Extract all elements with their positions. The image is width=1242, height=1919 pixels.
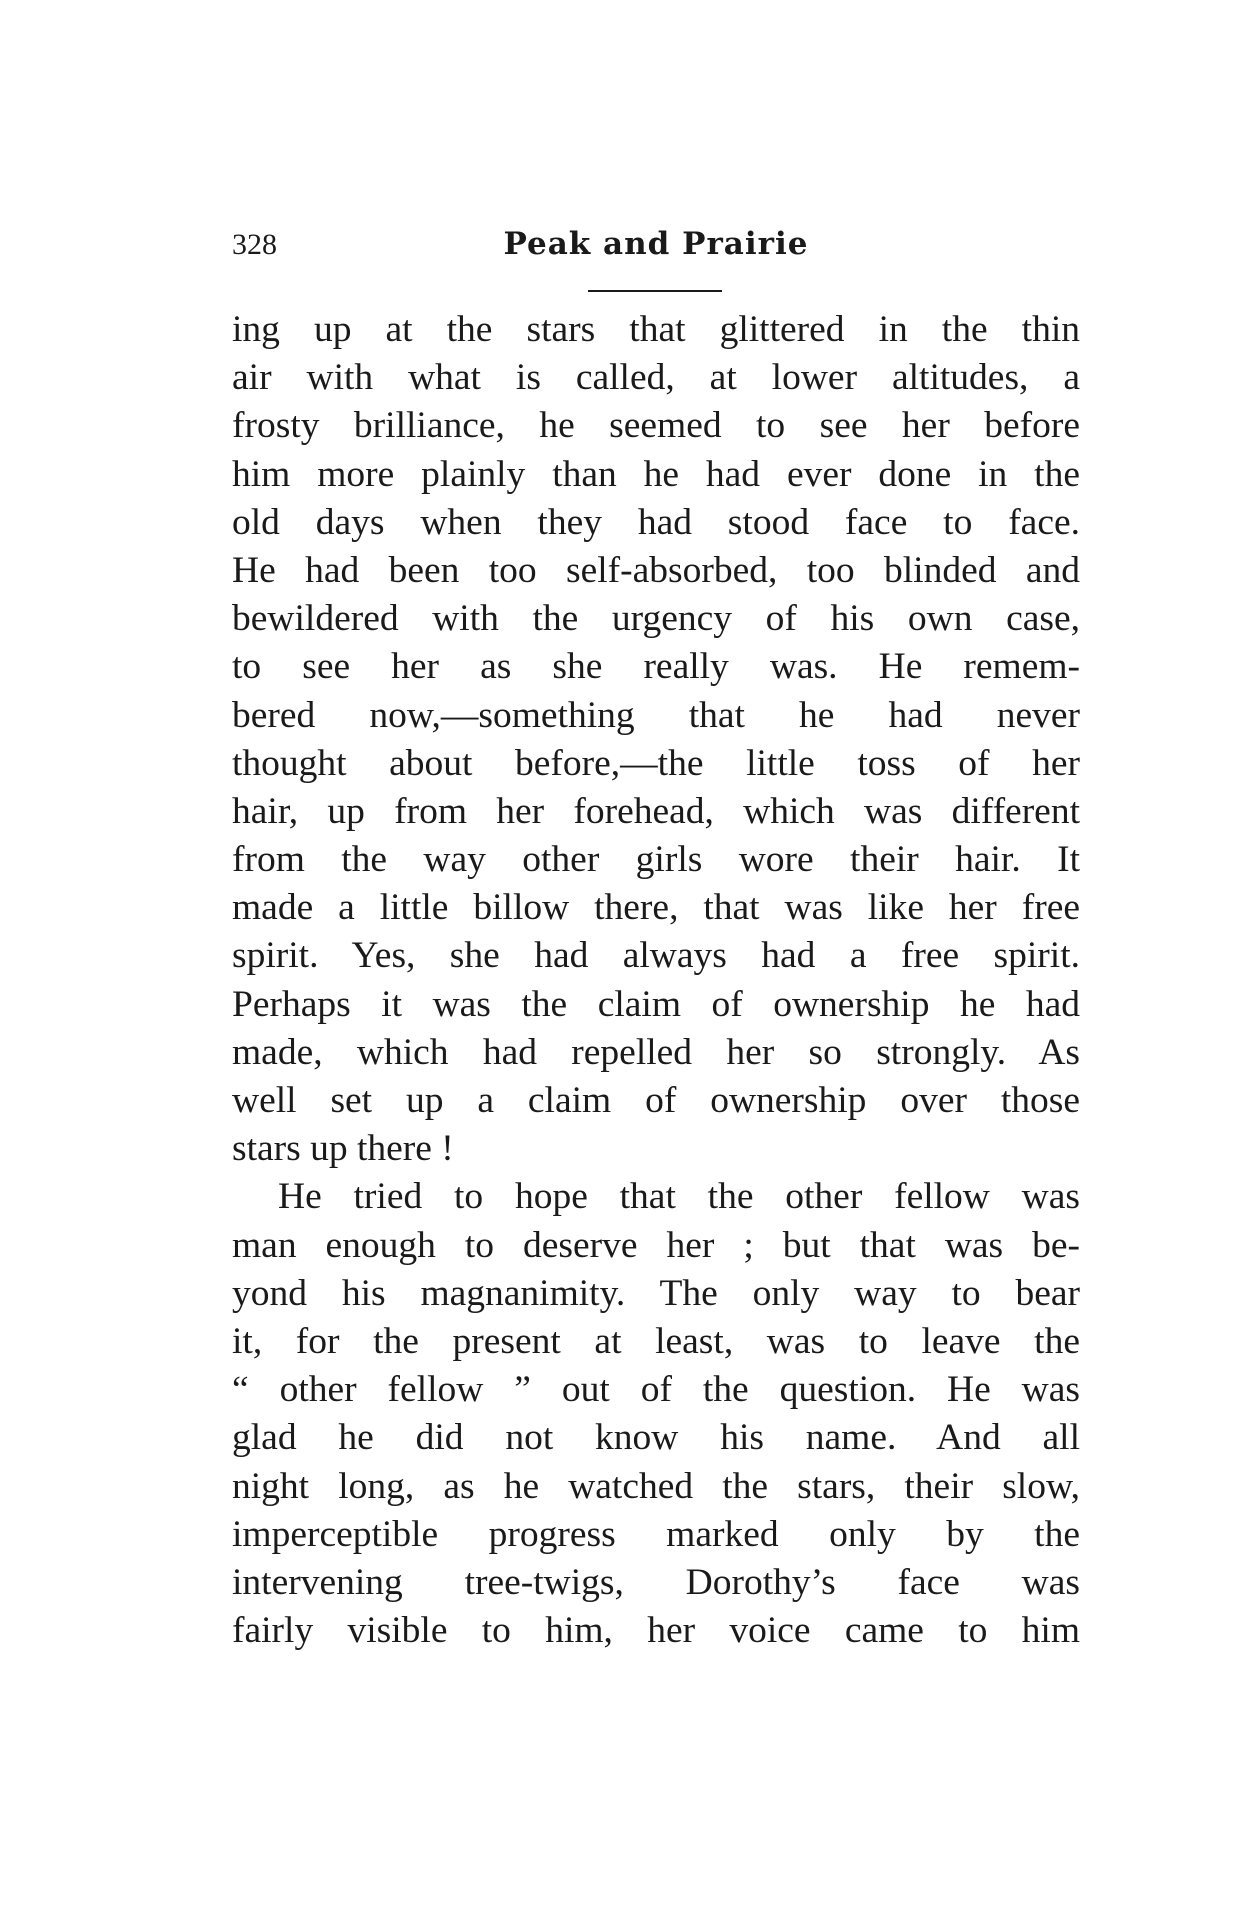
text-line: He had been too self-absorbed, too blinded and — [232, 549, 1080, 591]
text-line: from the way other girls wore their hair. It — [232, 839, 1080, 881]
text-line: hair, up from her forehead, which was different — [232, 790, 1080, 832]
text-line: glad he did not know his name. And all — [232, 1417, 1080, 1459]
text-line: stars up there ! — [232, 1128, 454, 1170]
header-rule — [588, 290, 722, 292]
text-line: bered now,—something that he had never — [232, 694, 1080, 736]
text-line: frosty brilliance, he seemed to see her before — [232, 405, 1080, 447]
text-line: night long, as he watched the stars, their slow, — [232, 1465, 1080, 1507]
text-line: to see her as she really was. He remem- — [232, 646, 1080, 688]
text-line: well set up a claim of ownership over those — [232, 1080, 1080, 1121]
text-line: him more plainly than he had ever done in the — [232, 453, 1080, 495]
body-text — [232, 306, 1080, 1655]
text-line: thought about before,—the little toss of her — [232, 742, 1080, 784]
text-line: made a little billow there, that was like her free — [232, 887, 1080, 929]
text-line: old days when they had stood face to face. — [232, 501, 1080, 543]
text-line: ing up at the stars that glittered in the thin — [232, 309, 1080, 350]
page-header — [232, 228, 1080, 280]
text-line: air with what is called, at lower altitudes, a — [232, 357, 1080, 399]
page-number: 328 — [232, 228, 277, 261]
text-line: fairly visible to him, her voice came to him — [232, 1610, 1080, 1652]
text-line: bewildered with the urgency of his own case, — [232, 598, 1080, 640]
text-line: it, for the present at least, was to leave the — [232, 1320, 1080, 1362]
running-title: Peak and Prairie — [503, 226, 809, 262]
text-line: man enough to deserve her ; but that was be- — [232, 1224, 1080, 1266]
text-line: spirit. Yes, she had always had a free spirit. — [232, 935, 1080, 977]
text-line: intervening tree-twigs, Dorothy’s face was — [232, 1561, 1080, 1603]
text-line: yond his magnanimity. The only way to bear — [232, 1272, 1080, 1314]
text-line: imperceptible progress marked only by the — [232, 1513, 1080, 1555]
text-line: Perhaps it was the claim of ownership he had — [232, 983, 1080, 1025]
text-line: “ other fellow ” out of the question. He was — [232, 1369, 1080, 1411]
text-line: made, which had repelled her so strongly. As — [232, 1031, 1080, 1073]
text-line: He tried to hope that the other fellow was — [278, 1176, 1080, 1218]
